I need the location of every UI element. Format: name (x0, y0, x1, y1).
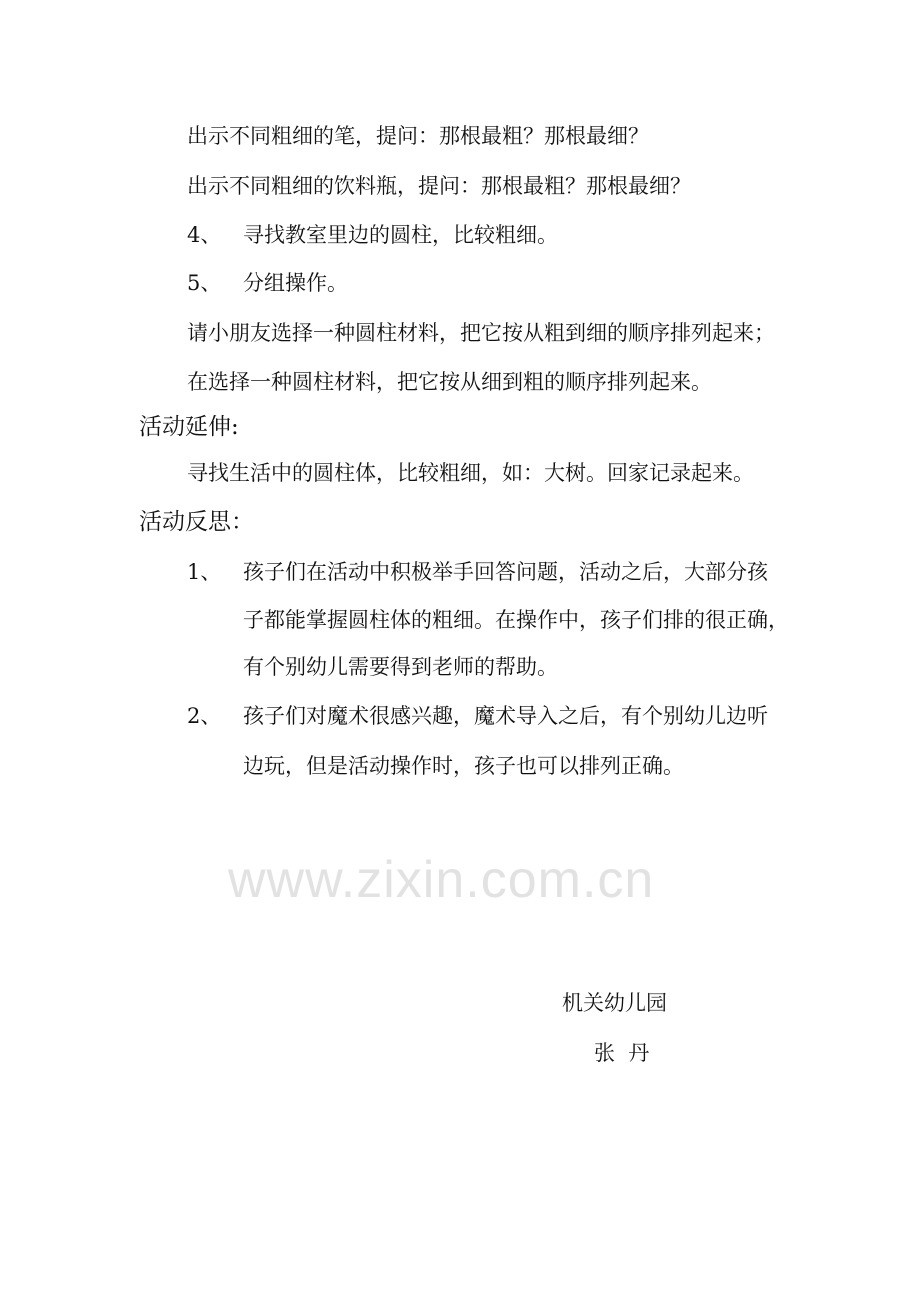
body-line: 出示不同粗细的饮料瓶，提问：那根最粗？那根最细？ (187, 174, 691, 198)
step-text: 分组操作。 (243, 271, 348, 295)
signature-org: 机关幼儿园 (562, 991, 667, 1015)
signature-name: 张 丹 (594, 1041, 650, 1065)
step-text: 寻找教室里边的圆柱，比较粗细。 (243, 223, 558, 247)
reflection-number: 1、 (187, 560, 222, 584)
reflection-line: 子都能掌握圆柱体的粗细。在操作中，孩子们排的很正确， (243, 608, 789, 632)
step-number: 5、 (187, 271, 222, 295)
step-number: 4、 (187, 223, 222, 247)
reflection-line: 孩子们对魔术很感兴趣，魔术导入之后，有个别幼儿边听 (243, 704, 768, 728)
reflection-line: 边玩，但是活动操作时，孩子也可以排列正确。 (243, 754, 684, 778)
body-line: 在选择一种圆柱材料，把它按从细到粗的顺序排列起来。 (187, 370, 712, 394)
extension-text: 寻找生活中的圆柱体，比较粗细，如：大树。回家记录起来。 (187, 461, 754, 485)
reflection-number: 2、 (187, 704, 222, 728)
extension-heading: 活动延伸: (139, 414, 239, 440)
reflection-heading: 活动反思： (139, 509, 254, 535)
reflection-line: 有个别幼儿需要得到老师的帮助。 (243, 655, 558, 679)
body-line: 出示不同粗细的笔，提问：那根最粗？那根最细？ (187, 124, 649, 148)
watermark: www.zixin.com.cn (228, 851, 655, 909)
body-line: 请小朋友选择一种圆柱材料，把它按从粗到细的顺序排列起来； (187, 321, 775, 345)
reflection-line: 孩子们在活动中积极举手回答问题，活动之后，大部分孩 (243, 560, 768, 584)
